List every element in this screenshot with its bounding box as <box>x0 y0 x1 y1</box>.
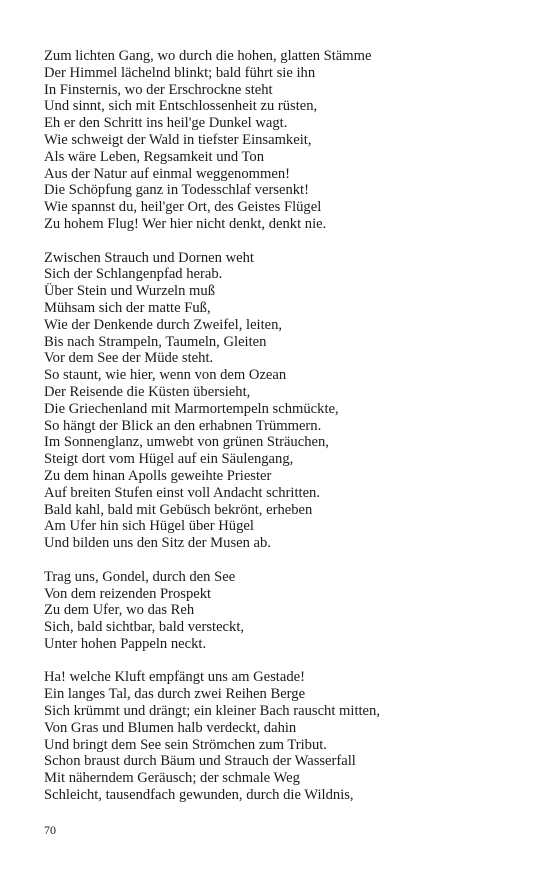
verse-line: Trag uns, Gondel, durch den See <box>44 568 236 585</box>
verse-line: Aus der Natur auf einmal weggenommen! <box>44 165 290 182</box>
verse-line: Von dem reizenden Prospekt <box>44 585 212 602</box>
poem-text-block <box>44 48 524 821</box>
verse-line: Bald kahl, bald mit Gebüsch bekrönt, erheben <box>44 501 313 518</box>
verse-line: Sich der Schlangenpfad herab. <box>44 266 223 283</box>
stanza-4 <box>44 669 524 803</box>
verse-line: Und bilden uns den Sitz der Musen ab. <box>44 535 271 552</box>
verse-line: So hängt der Blick an den erhabnen Trümmern. <box>44 417 322 434</box>
verse-line: Am Ufer hin sich Hügel über Hügel <box>44 518 254 535</box>
verse-line: Der Himmel lächelnd blinkt; bald führt sie ihn <box>44 64 316 81</box>
verse-line: Unter hohen Pappeln neckt. <box>44 635 207 652</box>
verse-line: Sich, bald sichtbar, bald versteckt, <box>44 619 245 636</box>
verse-line: Im Sonnenglanz, umwebt von grünen Sträuchen, <box>44 434 329 451</box>
verse-line: Steigt dort vom Hügel auf ein Säulengang, <box>44 451 294 468</box>
verse-line: Und sinnt, sich mit Entschlossenheit zu rüsten, <box>44 98 318 115</box>
verse-line: Die Griechenland mit Marmortempeln schmückte, <box>44 400 339 417</box>
verse-line: Zwischen Strauch und Dornen weht <box>44 249 254 266</box>
verse-line: Die Schöpfung ganz in Todesschlaf versenkt! <box>44 182 309 199</box>
verse-line: Zu dem Ufer, wo das Reh <box>44 602 195 619</box>
verse-line: Wie spannst du, heil'ger Ort, des Geistes Flügel <box>44 199 322 216</box>
verse-line: Bis nach Strampeln, Taumeln, Gleiten <box>44 333 267 350</box>
verse-line: Als wäre Leben, Regsamkeit und Ton <box>44 148 264 165</box>
verse-line: Über Stein und Wurzeln muß <box>44 283 215 300</box>
verse-line: Von Gras und Blumen halb verdeckt, dahin <box>44 719 297 736</box>
verse-line: Auf breiten Stufen einst voll Andacht schritten. <box>44 484 321 501</box>
verse-line: Ha! welche Kluft empfängt uns am Gestade! <box>44 669 305 686</box>
stanza-1 <box>44 48 524 233</box>
verse-line: Ein langes Tal, das durch zwei Reihen Berge <box>44 686 306 703</box>
page-number: 70 <box>44 823 56 837</box>
verse-line: Zu dem hinan Apolls geweihte Priester <box>44 467 272 484</box>
verse-line: Schleicht, tausendfach gewunden, durch die Wildnis, <box>44 787 354 804</box>
verse-line: Wie der Denkende durch Zweifel, leiten, <box>44 316 283 333</box>
stanza-2 <box>44 250 524 552</box>
verse-line: Eh er den Schritt ins heil'ge Dunkel wagt. <box>44 115 288 132</box>
verse-line: In Finsternis, wo der Erschrockne steht <box>44 81 273 98</box>
verse-line: Mit näherndem Geräusch; der schmale Weg <box>44 770 300 787</box>
verse-line: Wie schweigt der Wald in tiefster Einsamkeit, <box>44 131 312 148</box>
stanza-3 <box>44 569 524 653</box>
verse-line: So staunt, wie hier, wenn von dem Ozean <box>44 367 287 384</box>
verse-line: Mühsam sich der matte Fuß, <box>44 299 211 316</box>
verse-line: Der Reisende die Küsten übersieht, <box>44 383 251 400</box>
verse-line: Sich krümmt und drängt; ein kleiner Bach rauscht mitten, <box>44 703 380 720</box>
verse-line: Schon braust durch Bäum und Strauch der Wasserfall <box>44 753 356 770</box>
verse-line: Und bringt dem See sein Strömchen zum Tribut. <box>44 736 327 753</box>
verse-line: Zu hohem Flug! Wer hier nicht denkt, denkt nie. <box>44 215 327 232</box>
verse-line: Vor dem See der Müde steht. <box>44 350 214 367</box>
verse-line: Zum lichten Gang, wo durch die hohen, glatten Stämme <box>44 48 372 64</box>
